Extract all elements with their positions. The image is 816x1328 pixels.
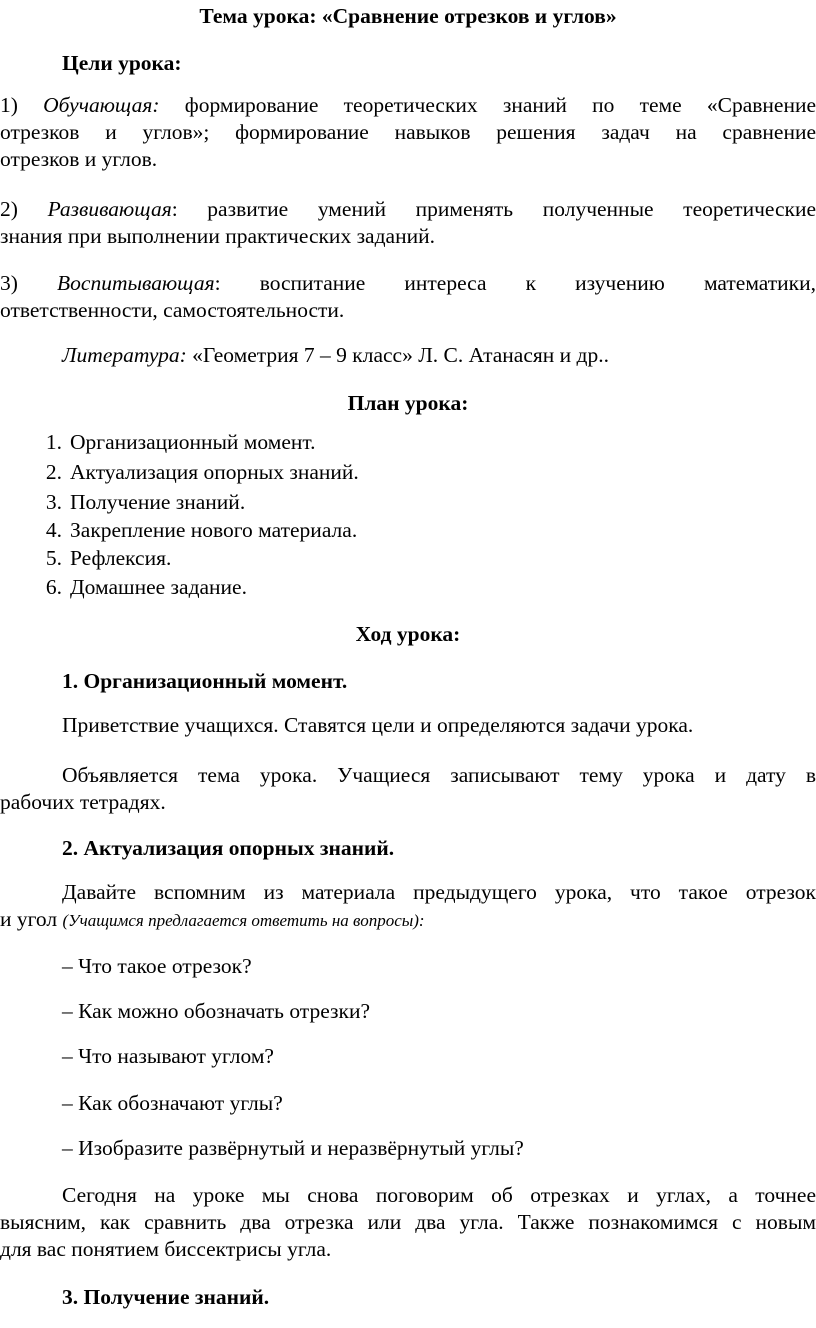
plan-item: 2. Актуализация опорных знаний. bbox=[45, 460, 359, 484]
goal-2-line-1: 2) Развивающая: развитие умений применять полученные теоретические bbox=[0, 197, 816, 221]
section-2-paragraph-1-line-2: и угол (Учащимся предлагается ответить на вопросы): bbox=[0, 907, 425, 931]
section-2-paragraph-2-line-1: Сегодня на уроке мы снова поговорим об отрезках и углах, а точнее bbox=[62, 1183, 816, 1207]
goal-3-line-1: 3) Воспитывающая: воспитание интереса к изучению математики, bbox=[0, 271, 816, 295]
goal-2-line-2: знания при выполнении практических заданий. bbox=[0, 224, 435, 248]
question: – Как обозначают углы? bbox=[62, 1091, 283, 1115]
goals-heading: Цели урока: bbox=[62, 51, 182, 75]
plan-item: 6. Домашнее задание. bbox=[45, 575, 247, 599]
question: – Что такое отрезок? bbox=[62, 954, 252, 978]
section-2-heading: 2. Актуализация опорных знаний. bbox=[62, 836, 395, 860]
section-1-paragraph-2-line-2: рабочих тетрадях. bbox=[0, 790, 166, 814]
plan-item: 1. Организационный момент. bbox=[45, 430, 316, 454]
goal-3-line-2: ответственности, самостоятельности. bbox=[0, 298, 345, 322]
section-1-paragraph-1: Приветствие учащихся. Ставятся цели и определяются задачи урока. bbox=[62, 713, 694, 737]
plan-item: 3. Получение знаний. bbox=[45, 490, 246, 514]
section-2-paragraph-2-line-2: выясним, как сравнить два отрезка или два угла. Также познакомимся с новым bbox=[0, 1210, 816, 1234]
course-heading: Ход урока: bbox=[355, 622, 461, 646]
plan-item: 4. Закрепление нового материала. bbox=[45, 518, 358, 542]
section-2-paragraph-2-line-3: для вас понятием биссектрисы угла. bbox=[0, 1237, 332, 1261]
lesson-title: Тема урока: «Сравнение отрезков и углов» bbox=[199, 4, 617, 28]
section-1-heading: 1. Организационный момент. bbox=[62, 669, 348, 693]
plan-item: 5. Рефлексия. bbox=[45, 546, 172, 570]
goal-1-line-3: отрезков и углов. bbox=[0, 147, 158, 171]
section-3-heading: 3. Получение знаний. bbox=[62, 1285, 270, 1309]
plan-heading: План урока: bbox=[347, 391, 469, 415]
section-1-paragraph-2-line-1: Объявляется тема урока. Учащиеся записывают тему урока и дату в bbox=[62, 763, 816, 787]
literature: Литература: «Геометрия 7 – 9 класс» Л. С. Атанасян и др.. bbox=[62, 343, 609, 367]
question: – Как можно обозначать отрезки? bbox=[62, 999, 371, 1023]
section-2-paragraph-1-line-1: Давайте вспомним из материала предыдущего урока, что такое отрезок bbox=[62, 880, 816, 904]
question: – Изобразите развёрнутый и неразвёрнутый углы? bbox=[62, 1136, 524, 1160]
goal-1-line-1: 1) Обучающая: формирование теоретических знаний по теме «Сравнение bbox=[0, 93, 816, 117]
question: – Что называют углом? bbox=[62, 1044, 274, 1068]
goal-1-line-2: отрезков и углов»; формирование навыков решения задач на сравнение bbox=[0, 120, 816, 144]
